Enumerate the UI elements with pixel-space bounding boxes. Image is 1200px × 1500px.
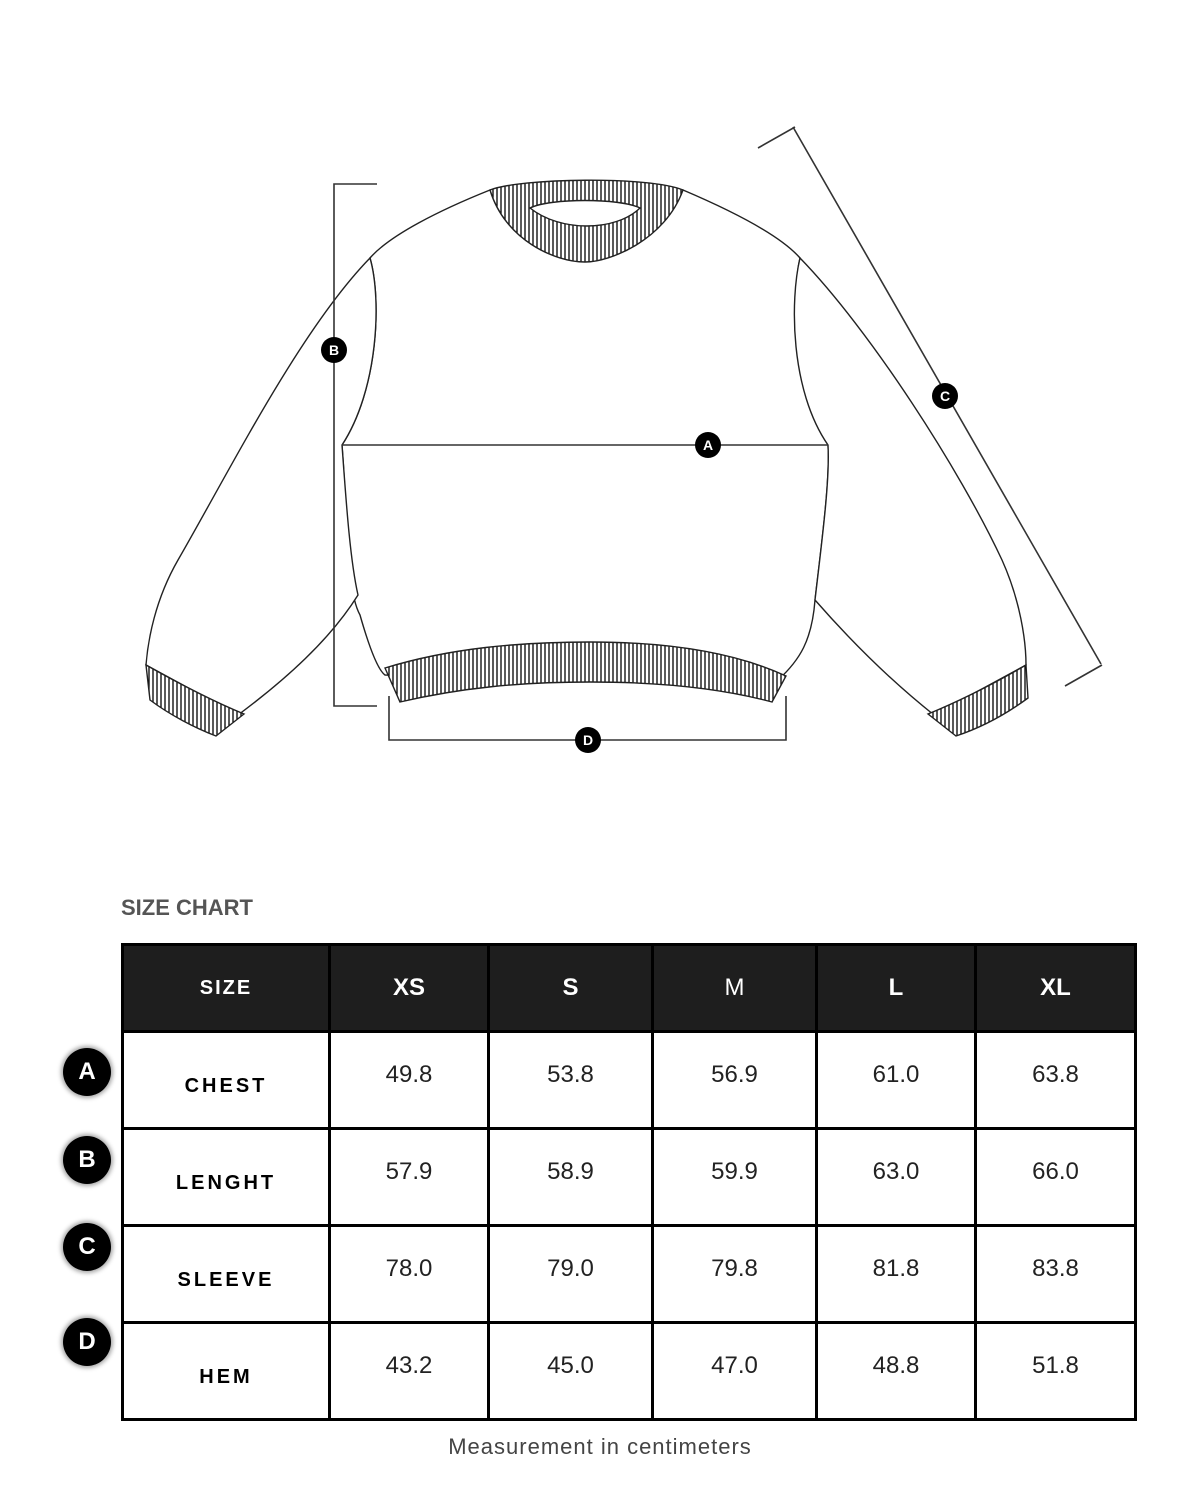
row-marker-a: A — [63, 1048, 111, 1096]
table-cell: 59.9 — [653, 1129, 817, 1226]
table-cell: 51.8 — [976, 1323, 1136, 1420]
row-label-length: LENGHT — [123, 1129, 330, 1226]
table-cell: 61.0 — [817, 1032, 976, 1129]
table-cell: 47.0 — [653, 1323, 817, 1420]
size-table — [121, 943, 1137, 1421]
table-cell: 45.0 — [489, 1323, 653, 1420]
svg-text:D: D — [582, 732, 594, 748]
row-marker-c: C — [63, 1223, 111, 1271]
svg-text:B: B — [328, 342, 340, 358]
table-cell: 43.2 — [330, 1323, 489, 1420]
table-cell: 81.8 — [817, 1226, 976, 1323]
size-chart-title: SIZE CHART — [121, 895, 253, 920]
table-cell: 48.8 — [817, 1323, 976, 1420]
table-cell: 63.0 — [817, 1129, 976, 1226]
table-row — [123, 1226, 1136, 1323]
svg-text:C: C — [939, 388, 951, 404]
table-cell: 66.0 — [976, 1129, 1136, 1226]
table-row — [123, 1032, 1136, 1129]
table-cell: 56.9 — [653, 1032, 817, 1129]
marker-c — [932, 383, 958, 409]
svg-text:A: A — [702, 437, 714, 453]
header-size-xl: XL — [976, 945, 1136, 1032]
row-label-chest: CHEST — [123, 1032, 330, 1129]
table-header-row — [123, 945, 1136, 1032]
table-cell: 58.9 — [489, 1129, 653, 1226]
marker-d — [575, 727, 601, 753]
table-cell: 49.8 — [330, 1032, 489, 1129]
table-cell: 57.9 — [330, 1129, 489, 1226]
table-cell: 63.8 — [976, 1032, 1136, 1129]
row-marker-d: D — [63, 1318, 111, 1366]
marker-a — [695, 432, 721, 458]
header-size-m: M — [653, 945, 817, 1032]
header-size-label: SIZE — [123, 945, 330, 1032]
row-label-sleeve: SLEEVE — [123, 1226, 330, 1323]
header-size-s: S — [489, 945, 653, 1032]
table-cell: 83.8 — [976, 1226, 1136, 1323]
table-cell: 79.8 — [653, 1226, 817, 1323]
row-label-hem: HEM — [123, 1323, 330, 1420]
marker-b — [321, 337, 347, 363]
row-marker-b: B — [63, 1136, 111, 1184]
table-cell: 79.0 — [489, 1226, 653, 1323]
measurement-unit-note: Measurement in centimeters — [448, 1434, 752, 1459]
header-size-l: L — [817, 945, 976, 1032]
table-cell: 78.0 — [330, 1226, 489, 1323]
table-row — [123, 1129, 1136, 1226]
table-cell: 53.8 — [489, 1032, 653, 1129]
table-row — [123, 1323, 1136, 1420]
header-size-xs: XS — [330, 945, 489, 1032]
sweater-outline — [146, 190, 1026, 715]
